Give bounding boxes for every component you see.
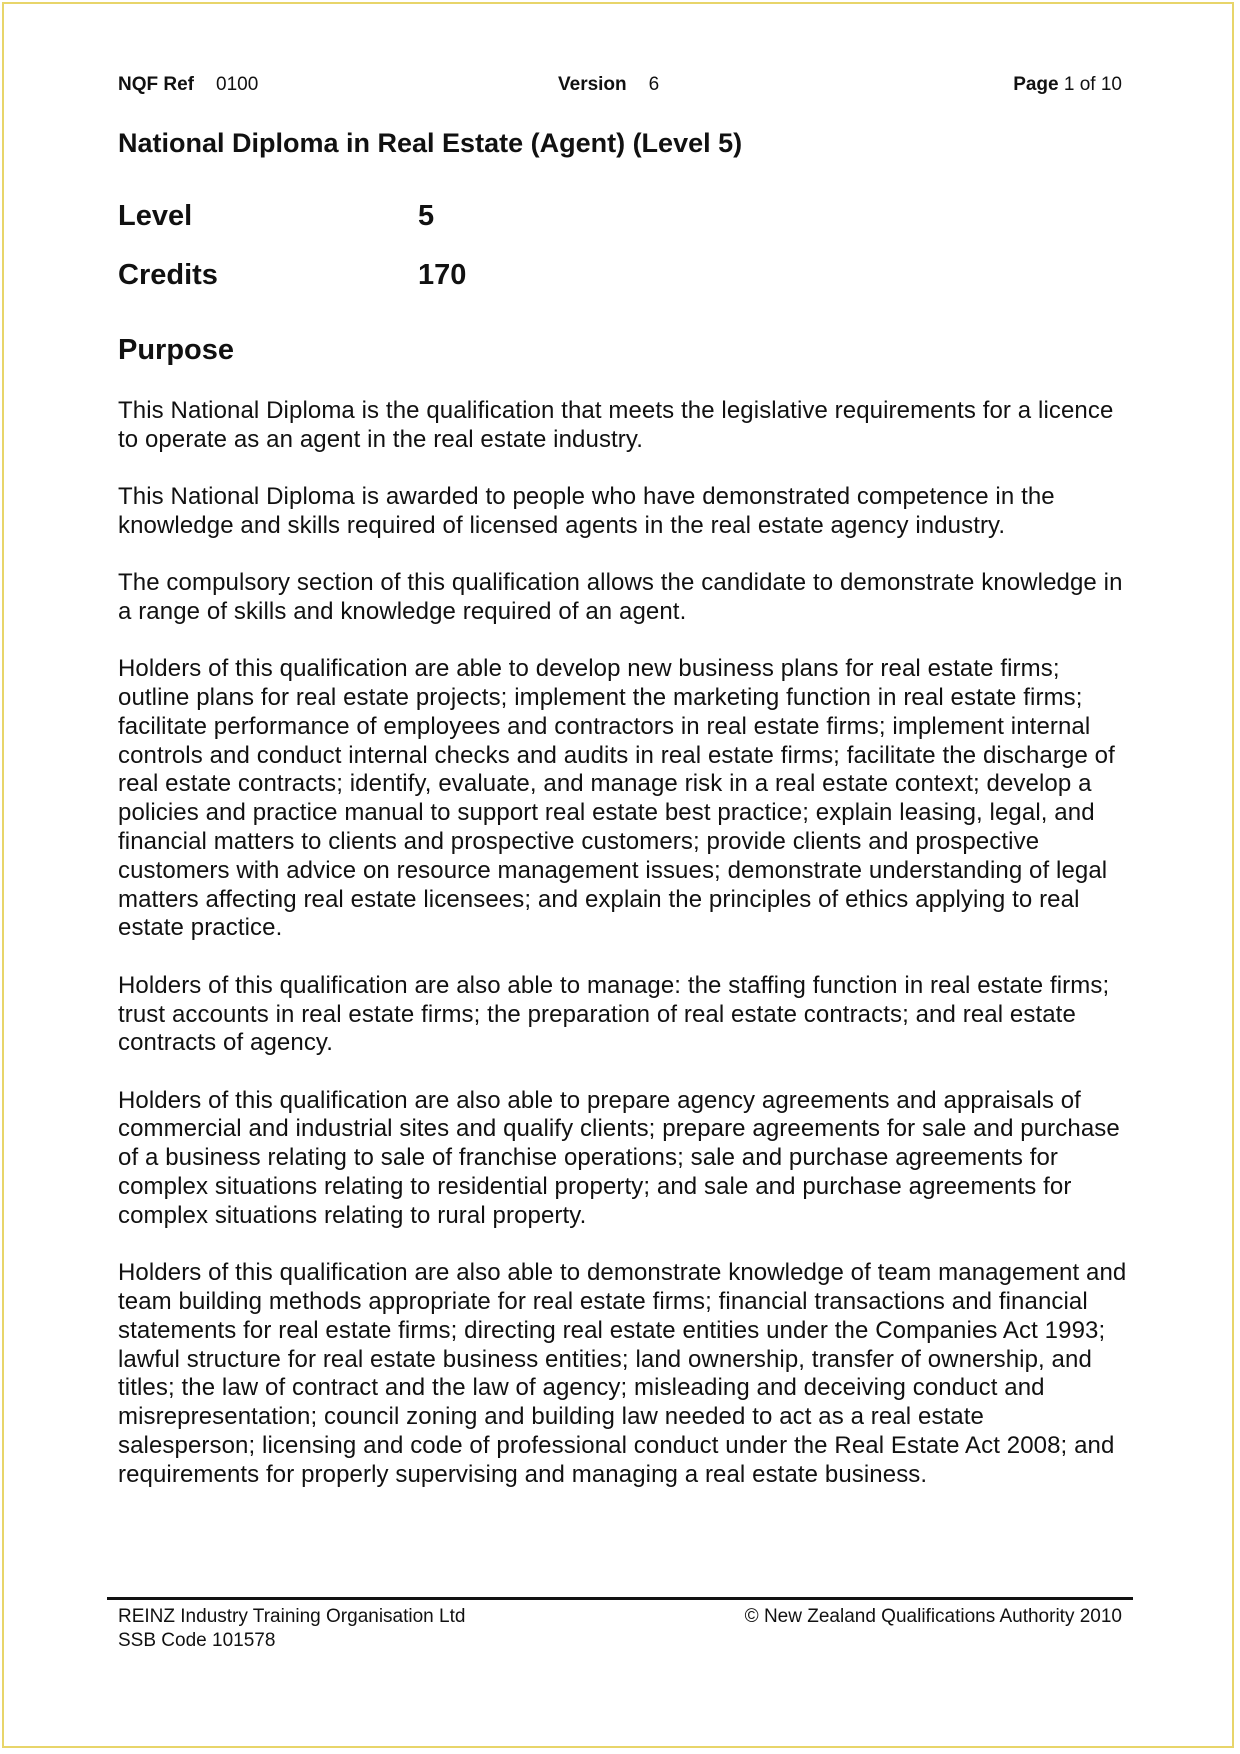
purpose-paragraph: This National Diploma is the qualification that meets the legislative requirements for a licence to operate as an agent in the real estate industry. [118,397,1114,453]
footer-divider [107,1597,1133,1600]
nqf-ref-value: 0100 [216,74,259,95]
purpose-paragraph: This National Diploma is awarded to people who have demonstrated competence in the knowledge and skills required of licensed agents in the real estate agency industry. [118,483,1055,539]
nqf-ref-label: NQF Ref [118,74,194,95]
page-value: 1 of 10 [1063,74,1122,95]
purpose-paragraph: Holders of this qualification are also able to demonstrate knowledge of team management and team building methods appropriate for real estate firms; financial transactions and financial statements for real estate firms; directing real estate entities under the Companies Act 1993; lawful structure for real estate business entities; land ownership, transfer of ownership, and titles; the law of contract and the law of agency; misleading and deceiving conduct and misrepresentation; council zoning and building law needed to act as a real estate salesperson; licensing and code of professional conduct under the Real Estate Act 2008; and requirements for properly supervising and managing a real estate business. [118,1259,1127,1488]
level-label: Level [118,200,193,232]
purpose-paragraph: Holders of this qualification are also able to prepare agency agreements and appraisals of commercial and industrial sites and qualify clients; prepare agreements for sale and purchase of a business relating to sale of franchise operations; sale and purchase agreements for complex situations relating to residential property; and sale and purchase agreements for complex situations relating to rural property. [118,1086,1120,1229]
level-row [118,200,434,233]
version-label: Version [558,74,627,95]
page-header [118,74,1122,100]
footer-organisation: REINZ Industry Training Organisation Ltd [118,1606,466,1627]
credits-value: 170 [418,259,467,291]
purpose-paragraph: Holders of this qualification are also able to manage: the staffing function in real estate firms; trust accounts in real estate firms; the preparation of real estate contracts; and real estate contracts of agency. [118,971,1110,1057]
level-value: 5 [418,200,435,232]
page-number [1013,74,1122,96]
version [558,74,659,96]
footer-ssb-code: SSB Code 101578 [118,1630,276,1651]
purpose-paragraph: The compulsory section of this qualification allows the candidate to demonstrate knowledge in a range of skills and knowledge required of an agent. [118,569,1123,625]
credits-row [118,259,466,292]
version-value: 6 [648,74,660,95]
footer-copyright: © New Zealand Qualifications Authority 2010 [744,1606,1122,1627]
purpose-body [118,397,1128,1518]
purpose-paragraph: Holders of this qualification are able to develop new business plans for real estate firms; outline plans for real estate projects; implement the marketing function in real estate firms; facilitate performance of employees and contractors in real estate firms; implement internal controls and conduct internal checks and audits in real estate firms; facilitate the discharge of real estate contracts; identify, evaluate, and manage risk in a real estate context; develop a policies and practice manual to support real estate best practice; explain leasing, legal, and financial matters to clients and prospective customers; provide clients and prospective customers with advice on resource management issues; demonstrate understanding of legal matters affecting real estate licensees; and explain the principles of ethics applying to real estate practice. [118,655,1115,942]
document-title: National Diploma in Real Estate (Agent) (Level 5) [118,128,743,158]
purpose-heading: Purpose [118,334,235,366]
credits-label: Credits [118,259,218,291]
footer-left [118,1605,465,1653]
page-label: Page [1013,74,1059,95]
nqf-ref [118,74,258,96]
